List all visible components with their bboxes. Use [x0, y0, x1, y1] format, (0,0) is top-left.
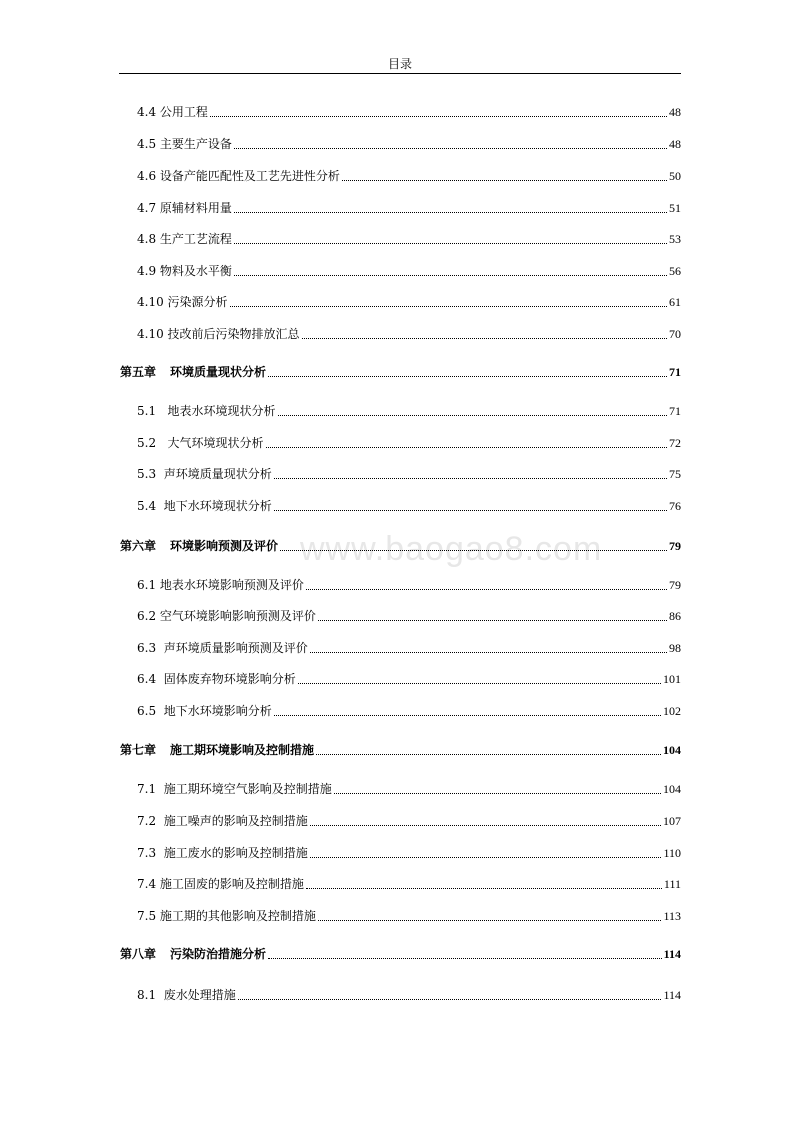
toc-entry-title: 7.4 施工固废的影响及控制措施 — [137, 877, 304, 891]
toc-section-entry[interactable] — [137, 466, 681, 482]
toc-chapter-number: 第五章 — [120, 365, 157, 379]
toc-dot-leader — [310, 825, 661, 826]
toc-section-entry[interactable] — [137, 168, 681, 184]
toc-page-number: 71 — [669, 404, 681, 418]
toc-page-number: 48 — [669, 105, 681, 119]
toc-page-number: 104 — [663, 743, 681, 757]
toc-dot-leader — [306, 888, 662, 889]
toc-page-number: 76 — [669, 499, 681, 513]
toc-dot-leader — [306, 589, 667, 590]
toc-chapter-title: 施工期环境影响及控制措施 — [170, 743, 315, 757]
toc-chapter-entry[interactable] — [120, 538, 681, 554]
toc-section-entry[interactable] — [137, 813, 681, 829]
toc-entry-title: 7.1 施工期环境空气影响及控制措施 — [137, 782, 332, 796]
toc-entry-title: 4.4 公用工程 — [137, 105, 208, 119]
toc-chapter-entry[interactable] — [120, 364, 681, 380]
toc-dot-leader — [238, 999, 662, 1000]
toc-page-number: 71 — [669, 365, 681, 379]
toc-dot-leader — [274, 478, 667, 479]
toc-page-number: 70 — [669, 327, 681, 341]
watermark: www.baogao8.com — [300, 530, 603, 568]
toc-page-number: 86 — [669, 609, 681, 623]
toc-entry-title — [120, 538, 278, 554]
toc-dot-leader — [302, 338, 667, 339]
toc-entry-title: 6.2 空气环境影响影响预测及评价 — [137, 609, 316, 623]
toc-dot-leader — [268, 376, 667, 377]
header-divider — [119, 73, 681, 74]
toc-page-number: 101 — [663, 672, 681, 686]
toc-dot-leader — [318, 920, 662, 921]
toc-page-number: 102 — [663, 704, 681, 718]
toc-dot-leader — [234, 275, 667, 276]
toc-chapter-number: 第八章 — [120, 947, 157, 961]
toc-dot-leader — [230, 306, 667, 307]
toc-section-entry[interactable] — [137, 577, 681, 593]
toc-chapter-number: 第七章 — [120, 743, 157, 757]
toc-dot-leader — [310, 652, 667, 653]
toc-page-number: 111 — [663, 877, 681, 891]
toc-section-entry[interactable] — [137, 231, 681, 247]
toc-dot-leader — [274, 715, 661, 716]
toc-chapter-title: 污染防治措施分析 — [170, 947, 267, 961]
toc-entry-title — [120, 742, 314, 758]
toc-page-number: 56 — [669, 264, 681, 278]
toc-section-entry[interactable] — [137, 781, 681, 797]
toc-dot-leader — [274, 510, 667, 511]
toc-entry-title: 7.5 施工期的其他影响及控制措施 — [137, 909, 316, 923]
toc-entry-title — [120, 364, 266, 380]
toc-dot-leader — [310, 857, 662, 858]
toc-entry-title: 4.7 原辅材料用量 — [137, 201, 232, 215]
toc-page-number: 53 — [669, 232, 681, 246]
toc-section-entry[interactable] — [137, 703, 681, 719]
toc-entry-title — [120, 946, 266, 962]
toc-section-entry[interactable] — [137, 876, 681, 892]
toc-section-entry[interactable] — [137, 987, 681, 1003]
toc-entry-title: 8.1 废水处理措施 — [137, 988, 236, 1002]
toc-section-entry[interactable] — [137, 845, 681, 861]
toc-entry-title: 4.8 生产工艺流程 — [137, 232, 232, 246]
toc-page-number: 79 — [669, 578, 681, 592]
toc-entry-title: 5.4 地下水环境现状分析 — [137, 499, 272, 513]
toc-page-number: 79 — [669, 539, 681, 553]
toc-section-entry[interactable] — [137, 498, 681, 514]
toc-section-entry[interactable] — [137, 908, 681, 924]
toc-page-number: 51 — [669, 201, 681, 215]
toc-page-number: 114 — [663, 988, 681, 1002]
toc-page-number: 50 — [669, 169, 681, 183]
toc-dot-leader — [334, 793, 661, 794]
toc-dot-leader — [210, 116, 667, 117]
toc-dot-leader — [234, 212, 667, 213]
toc-entry-title: 6.5 地下水环境影响分析 — [137, 704, 272, 718]
toc-page-number: 72 — [669, 436, 681, 450]
toc-page-number: 48 — [669, 137, 681, 151]
toc-page-number: 114 — [663, 947, 681, 961]
toc-entry-title: 7.3 施工废水的影响及控制措施 — [137, 846, 308, 860]
toc-dot-leader — [280, 550, 667, 551]
page-header-title: 目录 — [387, 57, 412, 71]
toc-dot-leader — [278, 415, 667, 416]
toc-chapter-title: 环境质量现状分析 — [170, 365, 267, 379]
toc-dot-leader — [266, 447, 667, 448]
toc-entry-title: 7.2 施工噪声的影响及控制措施 — [137, 814, 308, 828]
toc-dot-leader — [298, 683, 661, 684]
toc-entry-title: 4.9 物料及水平衡 — [137, 264, 232, 278]
toc-entry-title: 4.10 污染源分析 — [137, 295, 228, 309]
toc-entry-title: 4.10 技改前后污染物排放汇总 — [137, 327, 300, 341]
toc-section-entry[interactable] — [137, 608, 681, 624]
toc-section-entry[interactable] — [137, 263, 681, 279]
toc-section-entry[interactable] — [137, 294, 681, 310]
toc-section-entry[interactable] — [137, 403, 681, 419]
toc-entry-title: 5.2 大气环境现状分析 — [137, 436, 264, 450]
toc-section-entry[interactable] — [137, 200, 681, 216]
toc-entry-title: 6.1 地表水环境影响预测及评价 — [137, 578, 304, 592]
toc-section-entry[interactable] — [137, 640, 681, 656]
toc-dot-leader — [342, 180, 667, 181]
toc-section-entry[interactable] — [137, 326, 681, 342]
toc-page-number: 104 — [663, 782, 681, 796]
toc-entry-title: 6.3 声环境质量影响预测及评价 — [137, 641, 308, 655]
toc-entry-title: 5.1 地表水环境现状分析 — [137, 404, 276, 418]
toc-entry-title: 6.4 固体废弃物环境影响分析 — [137, 672, 296, 686]
toc-entry-title: 4.6 设备产能匹配性及工艺先进性分析 — [137, 169, 340, 183]
toc-section-entry[interactable] — [137, 671, 681, 687]
toc-dot-leader — [318, 620, 667, 621]
toc-dot-leader — [316, 754, 661, 755]
toc-dot-leader — [234, 148, 667, 149]
toc-page-number: 107 — [663, 814, 681, 828]
toc-entry-title: 5.3 声环境质量现状分析 — [137, 467, 272, 481]
toc-dot-leader — [234, 243, 667, 244]
toc-page-number: 75 — [669, 467, 681, 481]
toc-page-number: 113 — [663, 909, 681, 923]
toc-dot-leader — [268, 958, 662, 959]
toc-section-entry[interactable] — [137, 136, 681, 152]
toc-entry-title: 4.5 主要生产设备 — [137, 137, 232, 151]
toc-chapter-entry[interactable] — [120, 946, 681, 962]
toc-section-entry[interactable] — [137, 435, 681, 451]
toc-chapter-number: 第六章 — [120, 539, 157, 553]
toc-page-number: 110 — [663, 846, 681, 860]
toc-page-number: 98 — [669, 641, 681, 655]
toc-chapter-title: 环境影响预测及评价 — [170, 539, 279, 553]
toc-page-number: 61 — [669, 295, 681, 309]
toc-chapter-entry[interactable] — [120, 742, 681, 758]
toc-section-entry[interactable] — [137, 104, 681, 120]
